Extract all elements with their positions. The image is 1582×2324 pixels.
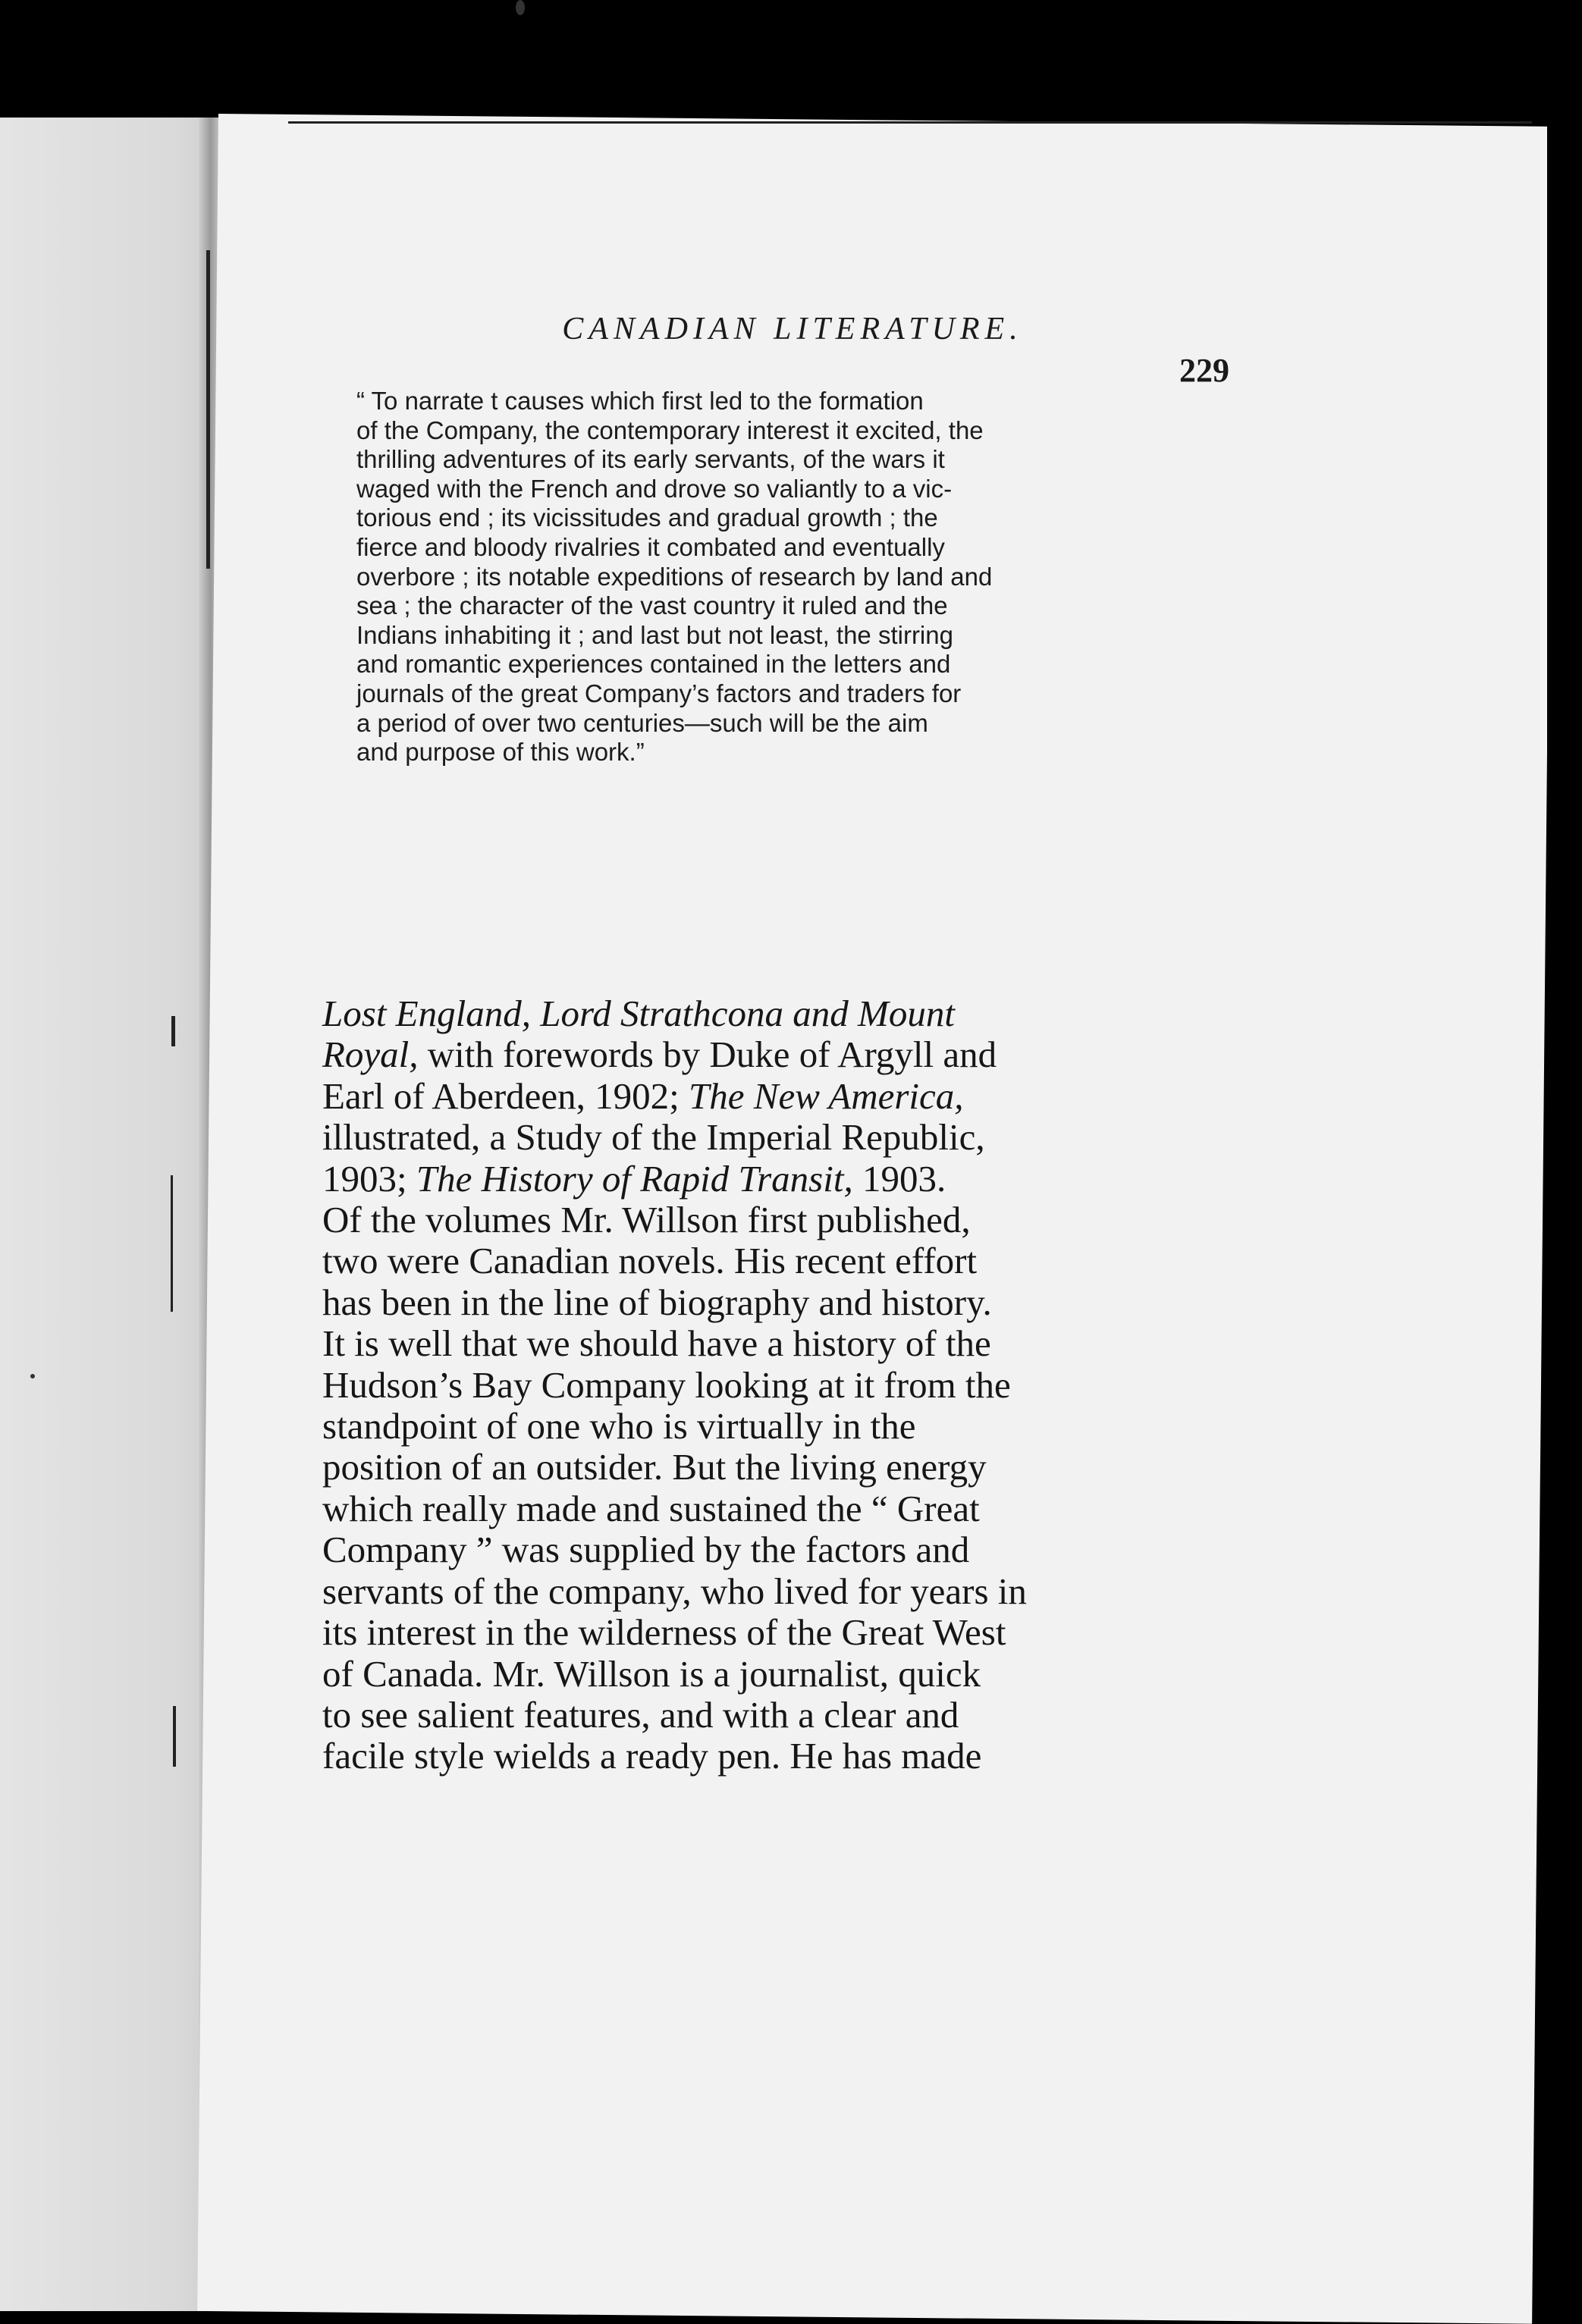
speck [30, 1374, 35, 1378]
body-line: has been in the line of biography and history. [322, 1281, 992, 1323]
speck [516, 0, 525, 15]
book-title: The New America, [689, 1074, 964, 1117]
quote-line: waged with the French and drove so valiantly to a vic- [356, 474, 953, 503]
body-line [322, 1076, 1217, 1117]
body-text: with forewords by Duke of Argyll and [418, 1033, 997, 1076]
body-paragraph [322, 993, 1217, 1777]
quote-line: of the Company, the contemporary interest it excited, the [356, 416, 984, 444]
quote-block [356, 387, 1229, 767]
book-title: The History of Rapid Transit, [416, 1157, 853, 1200]
quote-line: overbore ; its notable expeditions of research by land and [356, 562, 993, 591]
margin-mark [173, 1706, 176, 1767]
body-line: It is well that we should have a history of the [322, 1322, 991, 1365]
body-line [322, 1159, 1217, 1200]
body-line: position of an outsider. But the living energy [322, 1446, 987, 1488]
body-line: servants of the company, who lived for years in [322, 1570, 1027, 1612]
quote-line: Indians inhabiting it ; and last but not least, the stirring [356, 620, 953, 649]
quote-line: and romantic experiences contained in the letters and [356, 650, 951, 679]
body-line: illustrated, a Study of the Imperial Republic, [322, 1116, 985, 1159]
body-text: 1903. [852, 1157, 946, 1200]
body-text: Earl of Aberdeen, 1902; [322, 1074, 689, 1117]
quote-line: fierce and bloody rivalries it combated and eventually [356, 532, 945, 561]
quote-line: a period of over two centuries—such will be the aim [356, 708, 928, 737]
scan-background-right [1547, 114, 1582, 2311]
body-line [322, 993, 1217, 1034]
body-line: facile style wields a ready pen. He has made [322, 1735, 982, 1777]
body-line: which really made and sustained the “ Great [322, 1487, 980, 1529]
body-line: to see salient features, and with a clear and [322, 1693, 959, 1736]
margin-mark [206, 250, 210, 569]
body-text: 1903; [322, 1157, 416, 1200]
body-line: its interest in the wilderness of the Great West [322, 1611, 1006, 1654]
book-title: Royal, [322, 1033, 419, 1076]
left-page-edge [0, 118, 216, 2311]
body-line: of Canada. Mr. Willson is a journalist, quick [322, 1652, 981, 1695]
body-line: two were Canadian novels. His recent effort [322, 1240, 978, 1282]
quote-line: thrilling adventures of its early servants, of the wars it [356, 445, 945, 474]
quote-line: torious end ; its vicissitudes and gradual growth ; the [356, 503, 938, 532]
body-line: Hudson’s Bay Company looking at it from the [322, 1363, 1011, 1406]
book-title: Lost England, Lord Strathcona and Mount [322, 993, 955, 1034]
margin-mark [171, 1016, 175, 1046]
quote-line: and purpose of this work.” [356, 738, 645, 767]
body-line: standpoint of one who is virtually in the [322, 1405, 916, 1447]
body-line: Company ” was supplied by the factors and [322, 1529, 970, 1571]
body-line [322, 1034, 1217, 1075]
body-line: Of the volumes Mr. Willson first published, [322, 1199, 971, 1241]
page-number: 229 [1179, 352, 1229, 389]
margin-mark [288, 121, 1532, 124]
quote-line: “ To narrate t causes which first led to the formation [356, 387, 924, 415]
running-head: CANADIAN LITERATURE. [562, 312, 1023, 347]
scan-background-top [0, 0, 1582, 121]
margin-mark [171, 1175, 173, 1312]
quote-line: sea ; the character of the vast country it ruled and the [356, 591, 948, 620]
quote-line: journals of the great Company’s factors and traders for [356, 679, 962, 707]
